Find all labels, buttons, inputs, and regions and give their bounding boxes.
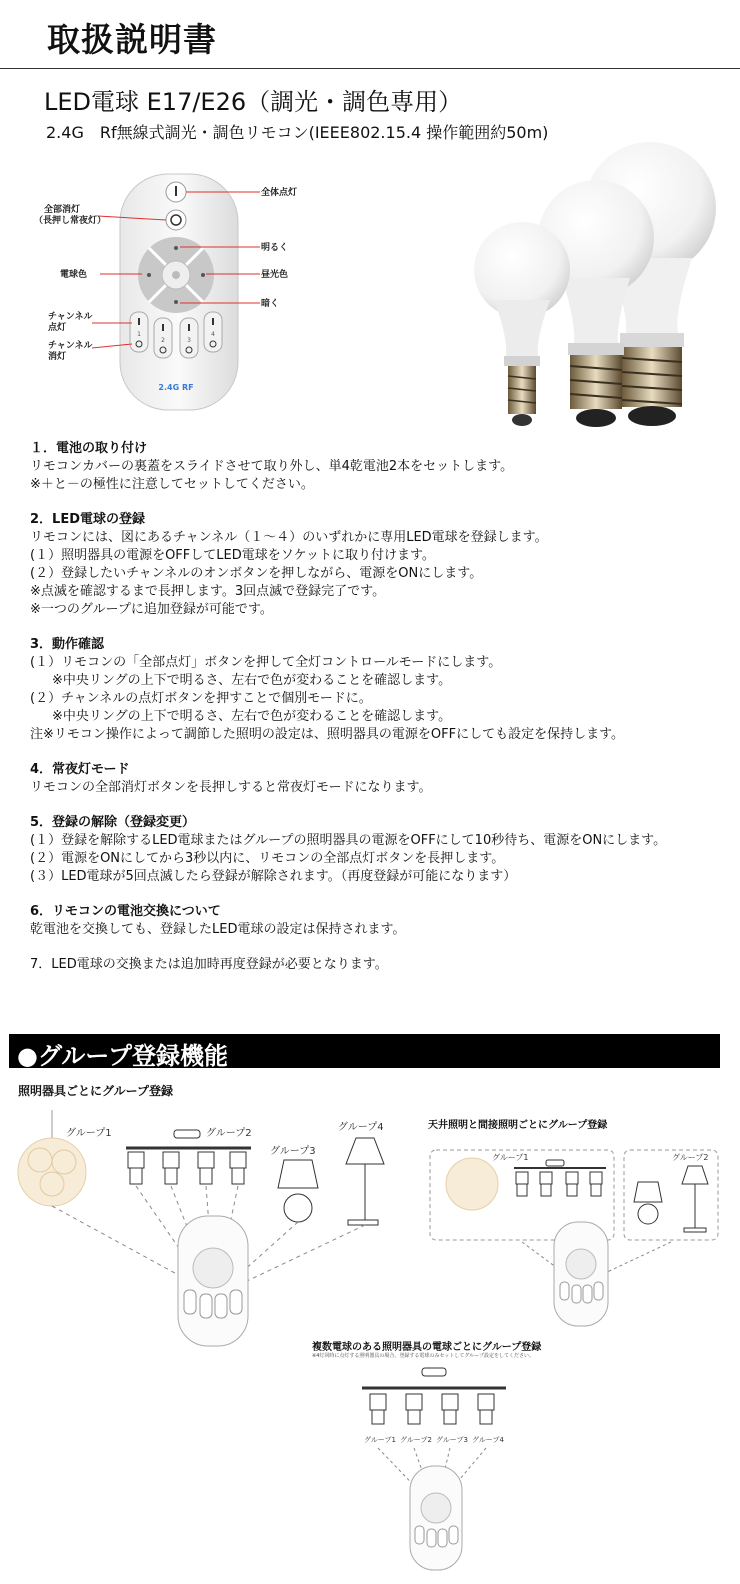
group-diagram-ceiling-indirect — [426, 1132, 726, 1332]
svg-text:グループ4: グループ4 — [472, 1436, 504, 1444]
product-subtitle: 2.4G Rf無線式調光・調色リモコン(IEEE802.15.4 操作範囲約50m) — [46, 123, 549, 142]
svg-text:4: 4 — [211, 331, 215, 338]
remote-diagram — [30, 168, 310, 430]
section-unregister: 5．登録の解除（登録変更） (１）登録を解除するLED電球またはグループの照明器具の電源をOFFにして10秒待ち、電源をONにします。 (２）電源をONにしてから3秒以内に、リモコンの全部点灯ボタンを長押します。 (３）LED電球が5回点滅したら登録が解除されます。（再度登録が可能になります） — [30, 815, 667, 884]
svg-text:明るく: 明るく — [261, 243, 289, 253]
page-title: 取扱説明書 — [47, 20, 217, 59]
svg-text:グループ3: グループ3 — [436, 1436, 468, 1444]
product-name: LED電球 E17/E26（調光・調色専用） — [44, 88, 463, 116]
floor-lamp — [346, 1138, 384, 1225]
svg-text:（長押し常夜灯）: （長押し常夜灯） — [34, 216, 107, 226]
section-check: 3．動作確認 (１）リモコンの「全部点灯」ボタンを押して全灯コントロールモードにします。 ※中央リングの上下で明るさ、左右で色が変わることを確認します。 (２）チャンネルの点灯ボタンを押すことで個別モードに。 ※中央リングの上下で明るさ、左右で色が変わることを確認します。 注※リモコン操作によって調節した照明の設定は、照明器具の電源をOFFにしても設定を保持します。 — [30, 637, 625, 742]
svg-text:全部消灯: 全部消灯 — [44, 205, 81, 215]
svg-text:3: 3 — [187, 337, 191, 344]
caption-per-bulb-note: ※4灯同時に点灯する照明器具の場合、登録する電球のみセットしてグループ設定をしてください。 — [312, 1353, 534, 1359]
pendant-lamp — [18, 1110, 86, 1206]
caption-per-fixture: 照明器具ごとにグループ登録 — [18, 1084, 174, 1098]
svg-text:チャンネル: チャンネル — [48, 341, 93, 351]
led-bulbs-image — [468, 138, 730, 433]
section-register: 2．LED電球の登録 リモコンには、図にあるチャンネル（１～４）のいずれかに専用LED電球を登録します。 (１）照明器具の電源をOFFしてLED電球をソケットに取り付けます。 (２）登録したいチャンネルのオンボタンを押しながら、電源をONにします。 ※点滅を確認するまで長押します。3回点滅で登録完了です。 ※一つのグループに追加登録が可能です。 — [30, 512, 548, 617]
section-night-mode: 4．常夜灯モード リモコンの全部消灯ボタンを長押しすると常夜灯モードになります。 — [30, 762, 432, 795]
svg-text:電球色: 電球色 — [60, 270, 88, 280]
section-battery: １．電池の取り付け リモコンカバーの裏蓋をスライドさせて取り外し、単4乾電池2本をセットします。 ※＋と－の極性に注意してセットしてください。 — [30, 441, 514, 492]
page-header — [0, 0, 740, 69]
caption-per-bulb: 複数電球のある照明器具の電球ごとにグループ登録 — [312, 1342, 542, 1353]
svg-text:グループ2: グループ2 — [672, 1153, 709, 1162]
rf-logo: 2.4G RF — [158, 383, 194, 392]
svg-text:2: 2 — [161, 337, 165, 344]
svg-text:全体点灯: 全体点灯 — [261, 188, 298, 198]
instruction-sections — [30, 440, 730, 991]
svg-text:グループ3: グループ3 — [270, 1146, 316, 1157]
section-bulb-replace: 7．LED電球の交換または追加時再度登録が必要となります。 — [30, 957, 388, 972]
table-lamp — [278, 1160, 318, 1222]
group-function-banner: ●グループ登録機能 — [9, 1034, 720, 1068]
svg-text:グループ1: グループ1 — [364, 1436, 396, 1444]
svg-text:昼光色: 昼光色 — [261, 270, 289, 280]
svg-text:点灯: 点灯 — [48, 323, 67, 333]
svg-text:グループ2: グループ2 — [206, 1128, 252, 1139]
svg-text:グループ1: グループ1 — [66, 1128, 112, 1139]
svg-text:チャンネル: チャンネル — [48, 312, 93, 322]
svg-text:グループ1: グループ1 — [492, 1153, 529, 1162]
svg-text:1: 1 — [137, 331, 141, 338]
group-diagram-fixtures — [16, 1110, 396, 1350]
all-off-button — [166, 210, 186, 230]
group-diagram-per-bulb — [356, 1364, 516, 1578]
section-battery-replace: 6．リモコンの電池交換について 乾電池を交換しても、登録したLED電球の設定は保持されます。 — [30, 904, 406, 937]
svg-text:グループ4: グループ4 — [338, 1122, 384, 1133]
svg-text:暗く: 暗く — [261, 299, 280, 309]
caption-ceiling-indirect: 天井照明と間接照明ごとにグループ登録 — [428, 1120, 608, 1131]
svg-text:消灯: 消灯 — [48, 352, 67, 362]
svg-text:グループ2: グループ2 — [400, 1436, 432, 1444]
